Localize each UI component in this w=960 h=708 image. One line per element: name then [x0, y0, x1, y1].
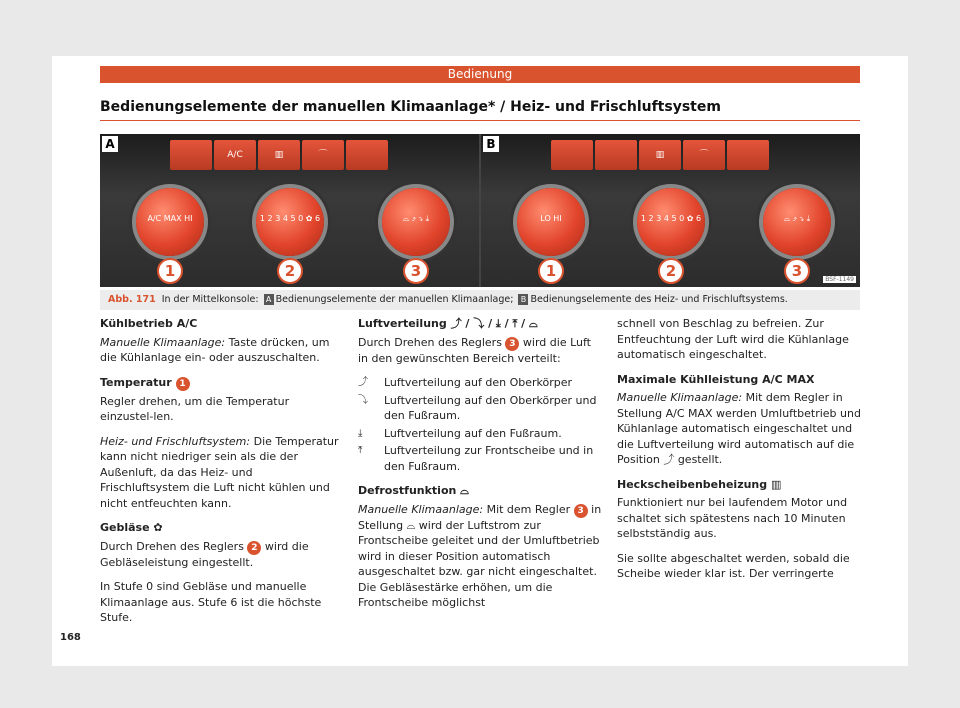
- paragraph-text: Durch Drehen des Reglers: [100, 539, 248, 553]
- callout-number: 3: [505, 337, 519, 351]
- list-item-text: Luftverteilung auf den Fußraum.: [384, 426, 562, 440]
- figure-code: BSF-1149: [825, 276, 854, 283]
- knob-label: A/C MAX HI: [147, 214, 193, 223]
- distribution-list: [358, 375, 603, 474]
- distribution-icons: ⌓ ⤴ ⤵ ⤓: [783, 214, 811, 223]
- heading-defrostfunktion: Defrostfunktion ⌓: [358, 484, 469, 497]
- heading-heckscheibenbeheizung: Heckscheibenbeheizung ▥: [617, 477, 782, 491]
- heading-kuehlbetrieb: Kühlbetrieb A/C: [100, 317, 198, 330]
- list-item: [358, 393, 603, 424]
- callout-3: 3: [784, 258, 810, 284]
- callout-2: 2: [658, 258, 684, 284]
- heading-max-kuehlleistung: Maximale Kühlleistung A/C MAX: [617, 372, 815, 386]
- rear-defrost-button: ▥: [258, 140, 300, 170]
- heading-geblaese: Gebläse ✿: [100, 521, 163, 534]
- title-rule: [100, 120, 860, 121]
- temperature-knob: [517, 188, 585, 256]
- panel-a-button-strip: [170, 140, 388, 170]
- paragraph: In Stufe 0 sind Gebläse und manuelle Klimaanlage aus. Stufe 6 ist die höchste Stufe.: [100, 580, 322, 624]
- recirculation-button: ⌒: [302, 140, 344, 170]
- callout-3: 3: [403, 258, 429, 284]
- list-item-text: Luftverteilung auf den Oberkörper und den Fußraum.: [384, 393, 597, 422]
- panel-a-photo: [100, 134, 479, 287]
- callout-number: 2: [247, 541, 261, 555]
- caption-text: Bedienungselemente der manuellen Klimaanlage;: [275, 294, 514, 305]
- paragraph: [100, 335, 345, 366]
- paragraph-text: Die Temperatur kann nicht niedriger sein als die der Außenluft, da das Heiz- und Frischluftsystem die Luft nicht kühlen und nicht entfeuchten kann.: [100, 434, 339, 510]
- ac-button: A/C: [214, 140, 256, 170]
- section-header: Bedienung: [100, 66, 860, 83]
- paragraph: Regler drehen, um die Temperatur einzustel-len.: [100, 394, 290, 423]
- callout-number: 3: [574, 504, 588, 518]
- airflow-icon: ⤓: [358, 427, 363, 439]
- italic-label: Manuelle Klimaanlage:: [617, 391, 743, 404]
- panel-b-letter: B: [483, 136, 499, 152]
- heading-temperatur: [100, 375, 345, 391]
- caption-box-a: A: [264, 294, 274, 305]
- caption-text: In der Mittelkonsole:: [161, 294, 259, 305]
- airflow-icon: ⤒: [358, 445, 363, 456]
- paragraph-text: wird die Gebläseleistung eingestellt.: [100, 539, 309, 569]
- paragraph: [358, 335, 603, 367]
- blank-button: [727, 140, 769, 170]
- panel-b-photo: [481, 134, 860, 287]
- caption-label: Abb. 171: [108, 294, 156, 305]
- caption-text: Bedienungselemente des Heiz- und Frischluftsystems.: [530, 294, 788, 305]
- panel-a-letter: A: [102, 136, 118, 152]
- knob-scale: 1 2 3 4 5 0 ✿ 6: [259, 214, 321, 223]
- air-distribution-knob: [763, 188, 831, 256]
- caption-box-b: B: [518, 294, 528, 305]
- italic-label: Heiz- und Frischluftsystem:: [100, 434, 251, 448]
- callout-2: 2: [277, 258, 303, 284]
- airflow-icon: ⤴: [358, 377, 368, 388]
- blank-button: [551, 140, 593, 170]
- heading-text: Temperatur: [100, 375, 172, 389]
- paragraph: schnell von Beschlag zu befreien. Zur Entfeuchtung der Luft wird die Kühlanlage automatisch eingeschaltet.: [617, 317, 849, 361]
- figure-171: [100, 134, 860, 287]
- fan-knob: [256, 188, 324, 256]
- blank-button: [595, 140, 637, 170]
- callout-1: 1: [538, 258, 564, 284]
- paragraph-text: in Stellung ⌓ wird der Luftstrom zur Frontscheibe geleitet und der Umluftbetrieb wird in dieser Position automatisch ausgeschaltet bzw. gar nicht eingeschaltet. Die Gebläsestärke erhöhen, um die Frontscheibe möglichst: [358, 502, 602, 609]
- fan-knob: [637, 188, 705, 256]
- distribution-icons: ⌓ ⤴ ⤵ ⤓: [402, 214, 430, 223]
- panel-b-button-strip: [551, 140, 769, 170]
- list-item: [358, 375, 603, 391]
- paragraph: [358, 502, 603, 611]
- italic-label: Manuelle Klimaanlage:: [358, 502, 484, 516]
- air-distribution-knob: [382, 188, 450, 256]
- list-item-text: Luftverteilung zur Frontscheibe und in den Fußraum.: [384, 444, 594, 473]
- figure-caption: [100, 290, 860, 310]
- list-item-text: Luftverteilung auf den Oberkörper: [384, 376, 573, 389]
- page-title: Bedienungselemente der manuellen Klimaanlage* / Heiz- und Frischluftsystem: [100, 99, 721, 115]
- seat-heat-left-button: [170, 140, 212, 170]
- seat-heat-right-button: [346, 140, 388, 170]
- list-item: [358, 443, 603, 474]
- text-column-1: [100, 316, 345, 635]
- paragraph-text: wird die Luft in den gewünschten Bereich verteilt:: [358, 335, 591, 365]
- list-item: [358, 426, 603, 442]
- temperature-knob: [136, 188, 204, 256]
- page-number: 168: [60, 632, 81, 643]
- rear-defrost-button: ▥: [639, 140, 681, 170]
- callout-number: 1: [176, 377, 190, 391]
- italic-label: Manuelle Klimaanlage:: [100, 335, 226, 349]
- paragraph: Funktioniert nur bei laufendem Motor und schaltet sich spätestens nach 10 Minuten selbstständig aus.: [617, 496, 848, 540]
- paragraph-text: Mit dem Regler: [483, 502, 574, 516]
- recirculation-button: ⌒: [683, 140, 725, 170]
- paragraph-text: Mit dem Regler in Stellung A/C MAX werden Umluftbetrieb und Kühlanlage automatisch eingeschaltet und die Luftverteilung wird automatisch auf die Position ⤴ gestellt.: [617, 391, 861, 466]
- text-column-2: [358, 316, 603, 620]
- knob-scale: 1 2 3 4 5 0 ✿ 6: [640, 214, 702, 223]
- paragraph: Sie sollte abgeschaltet werden, sobald die Scheibe wieder klar ist. Der verringerte: [617, 551, 850, 580]
- text-column-3: [617, 316, 862, 591]
- callout-1: 1: [157, 258, 183, 284]
- paragraph: [617, 390, 862, 468]
- heading-luftverteilung: Luftverteilung ⤴ / ⤵ / ⤓ / ⤒ / ⌓: [358, 317, 538, 330]
- paragraph: [100, 539, 345, 571]
- paragraph: [100, 434, 345, 512]
- airflow-icon: ⤵: [358, 394, 368, 406]
- knob-label: LO HI: [540, 214, 562, 223]
- paragraph-text: Taste drücken, um die Kühlanlage ein- oder auszuschalten.: [100, 335, 330, 364]
- paragraph-text: Durch Drehen des Reglers: [358, 335, 506, 349]
